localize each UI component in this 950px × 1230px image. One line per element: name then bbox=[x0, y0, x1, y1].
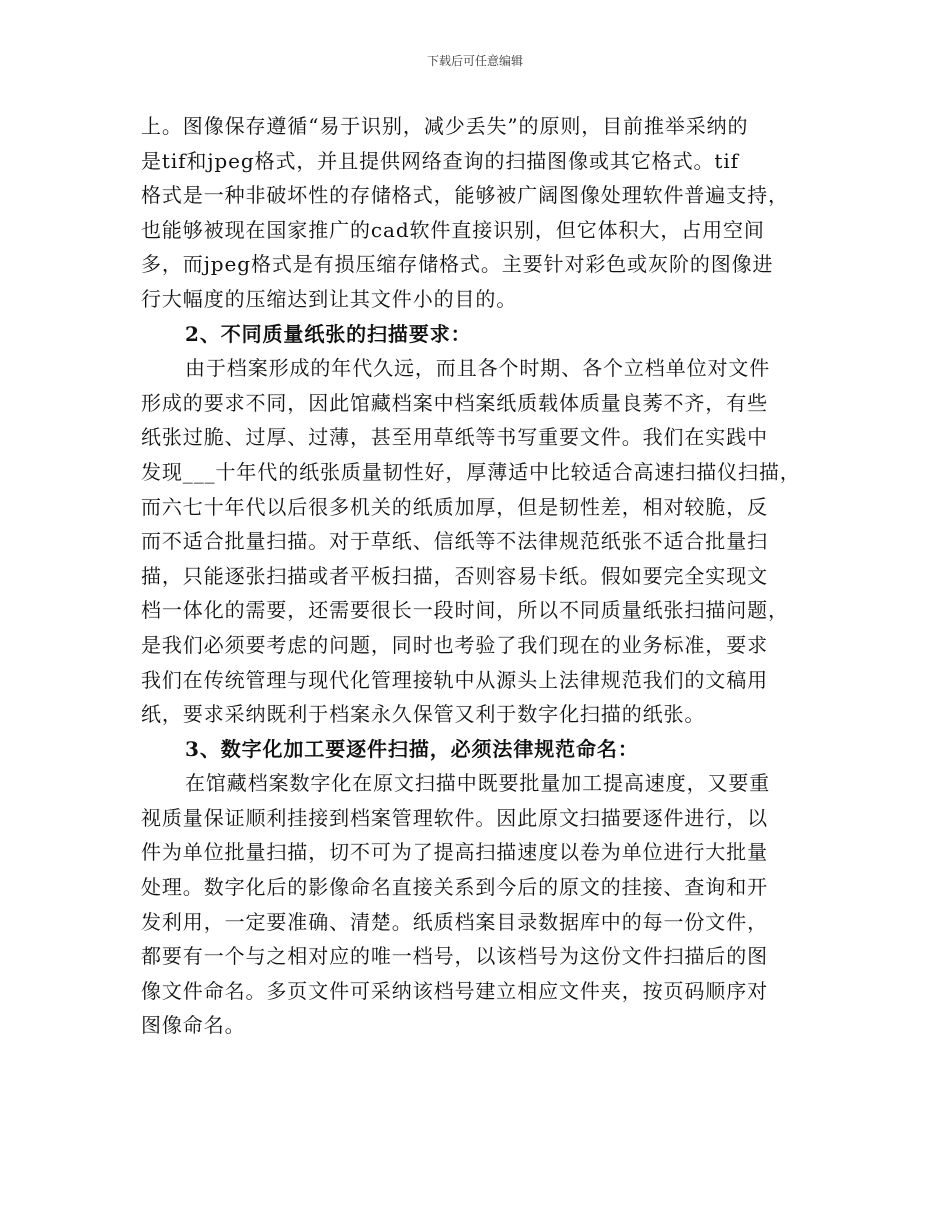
section-heading: 3、数字化加工要逐件扫描，必须法律规范命名： bbox=[185, 736, 639, 761]
section-heading: 2、不同质量纸张的扫描要求： bbox=[185, 321, 472, 346]
paragraph-line: 纸张过脆、过厚、过薄，甚至用草纸等书写重要文件。我们在实践中 bbox=[141, 425, 768, 450]
paragraph-line: 上。图像保存遵循“易于识别，减少丢失”的原则，目前推举采纳的 bbox=[141, 114, 749, 138]
paragraph-line: 在馆藏档案数字化在原文扫描中既要批量加工提高速度，又要重 bbox=[185, 771, 771, 796]
paragraph-line: 描，只能逐张扫描或者平板扫描，否则容易卡纸。假如要完全实现文 bbox=[141, 563, 768, 588]
paragraph-line: 都要有一个与之相对应的唯一档号，以该档号为这份文件扫描后的图 bbox=[141, 944, 768, 969]
paragraph-line: 处理。数字化后的影像命名直接关系到今后的原文的挂接、查询和开 bbox=[141, 875, 768, 900]
paragraph-line: 也能够被现在国家推广的cad软件直接识别，但它体积大，占用空间 bbox=[141, 217, 765, 242]
paragraph-line: 图像命名。 bbox=[141, 1013, 246, 1038]
paragraph-line: 形成的要求不同，因此馆藏档案中档案纸质载体质量良莠不齐，有些 bbox=[141, 390, 768, 415]
paragraph-line: 而六七十年代以后很多机关的纸质加厚，但是韧性差，相对较脆，反 bbox=[141, 494, 768, 519]
paragraph-line: 像文件命名。多页文件可采纳该档号建立相应文件夹，按页码顺序对 bbox=[141, 978, 768, 1003]
paragraph-line: 格式是一种非破坏性的存储格式，能够被广阔图像处理软件普遍支持， bbox=[141, 183, 789, 208]
page-header-note: 下载后可任意编辑 bbox=[426, 54, 523, 68]
paragraph-line: 档一体化的需要，还需要很长一段时间，所以不同质量纸张扫描问题， bbox=[141, 598, 789, 623]
paragraph-line: 由于档案形成的年代久远，而且各个时期、各个立档单位对文件 bbox=[185, 356, 771, 381]
paragraph-line: 件为单位批量扫描，切不可为了提高扫描速度以卷为单位进行大批量 bbox=[141, 840, 768, 865]
paragraph-line: 发利用，一定要准确、清楚。纸质档案目录数据库中的每一份文件， bbox=[141, 909, 768, 934]
paragraph-line: 多，而jpeg格式是有损压缩存储格式。主要针对彩色或灰阶的图像进 bbox=[141, 252, 774, 277]
document-body bbox=[141, 109, 821, 1043]
paragraph-line: 我们在传统管理与现代化管理接轨中从源头上法律规范我们的文稿用 bbox=[141, 667, 768, 692]
paragraph-line: 行大幅度的压缩达到让其文件小的目的。 bbox=[141, 286, 518, 311]
paragraph-line: 纸，要求采纳既利于档案永久保管又利于数字化扫描的纸张。 bbox=[141, 702, 706, 727]
paragraph-line: 发现___十年代的纸张质量韧性好，厚薄适中比较适合高速扫描仪扫描， bbox=[141, 459, 801, 484]
paragraph-line: 是我们必须要考虑的问题，同时也考验了我们现在的业务标准，要求 bbox=[141, 632, 768, 657]
paragraph-line: 视质量保证顺利挂接到档案管理软件。因此原文扫描要逐件进行，以 bbox=[141, 805, 768, 830]
paragraph-line: 是tif和jpeg格式，并且提供网络查询的扫描图像或其它格式。tif bbox=[141, 148, 739, 173]
paragraph-line: 而不适合批量扫描。对于草纸、信纸等不法律规范纸张不适合批量扫 bbox=[141, 529, 768, 554]
